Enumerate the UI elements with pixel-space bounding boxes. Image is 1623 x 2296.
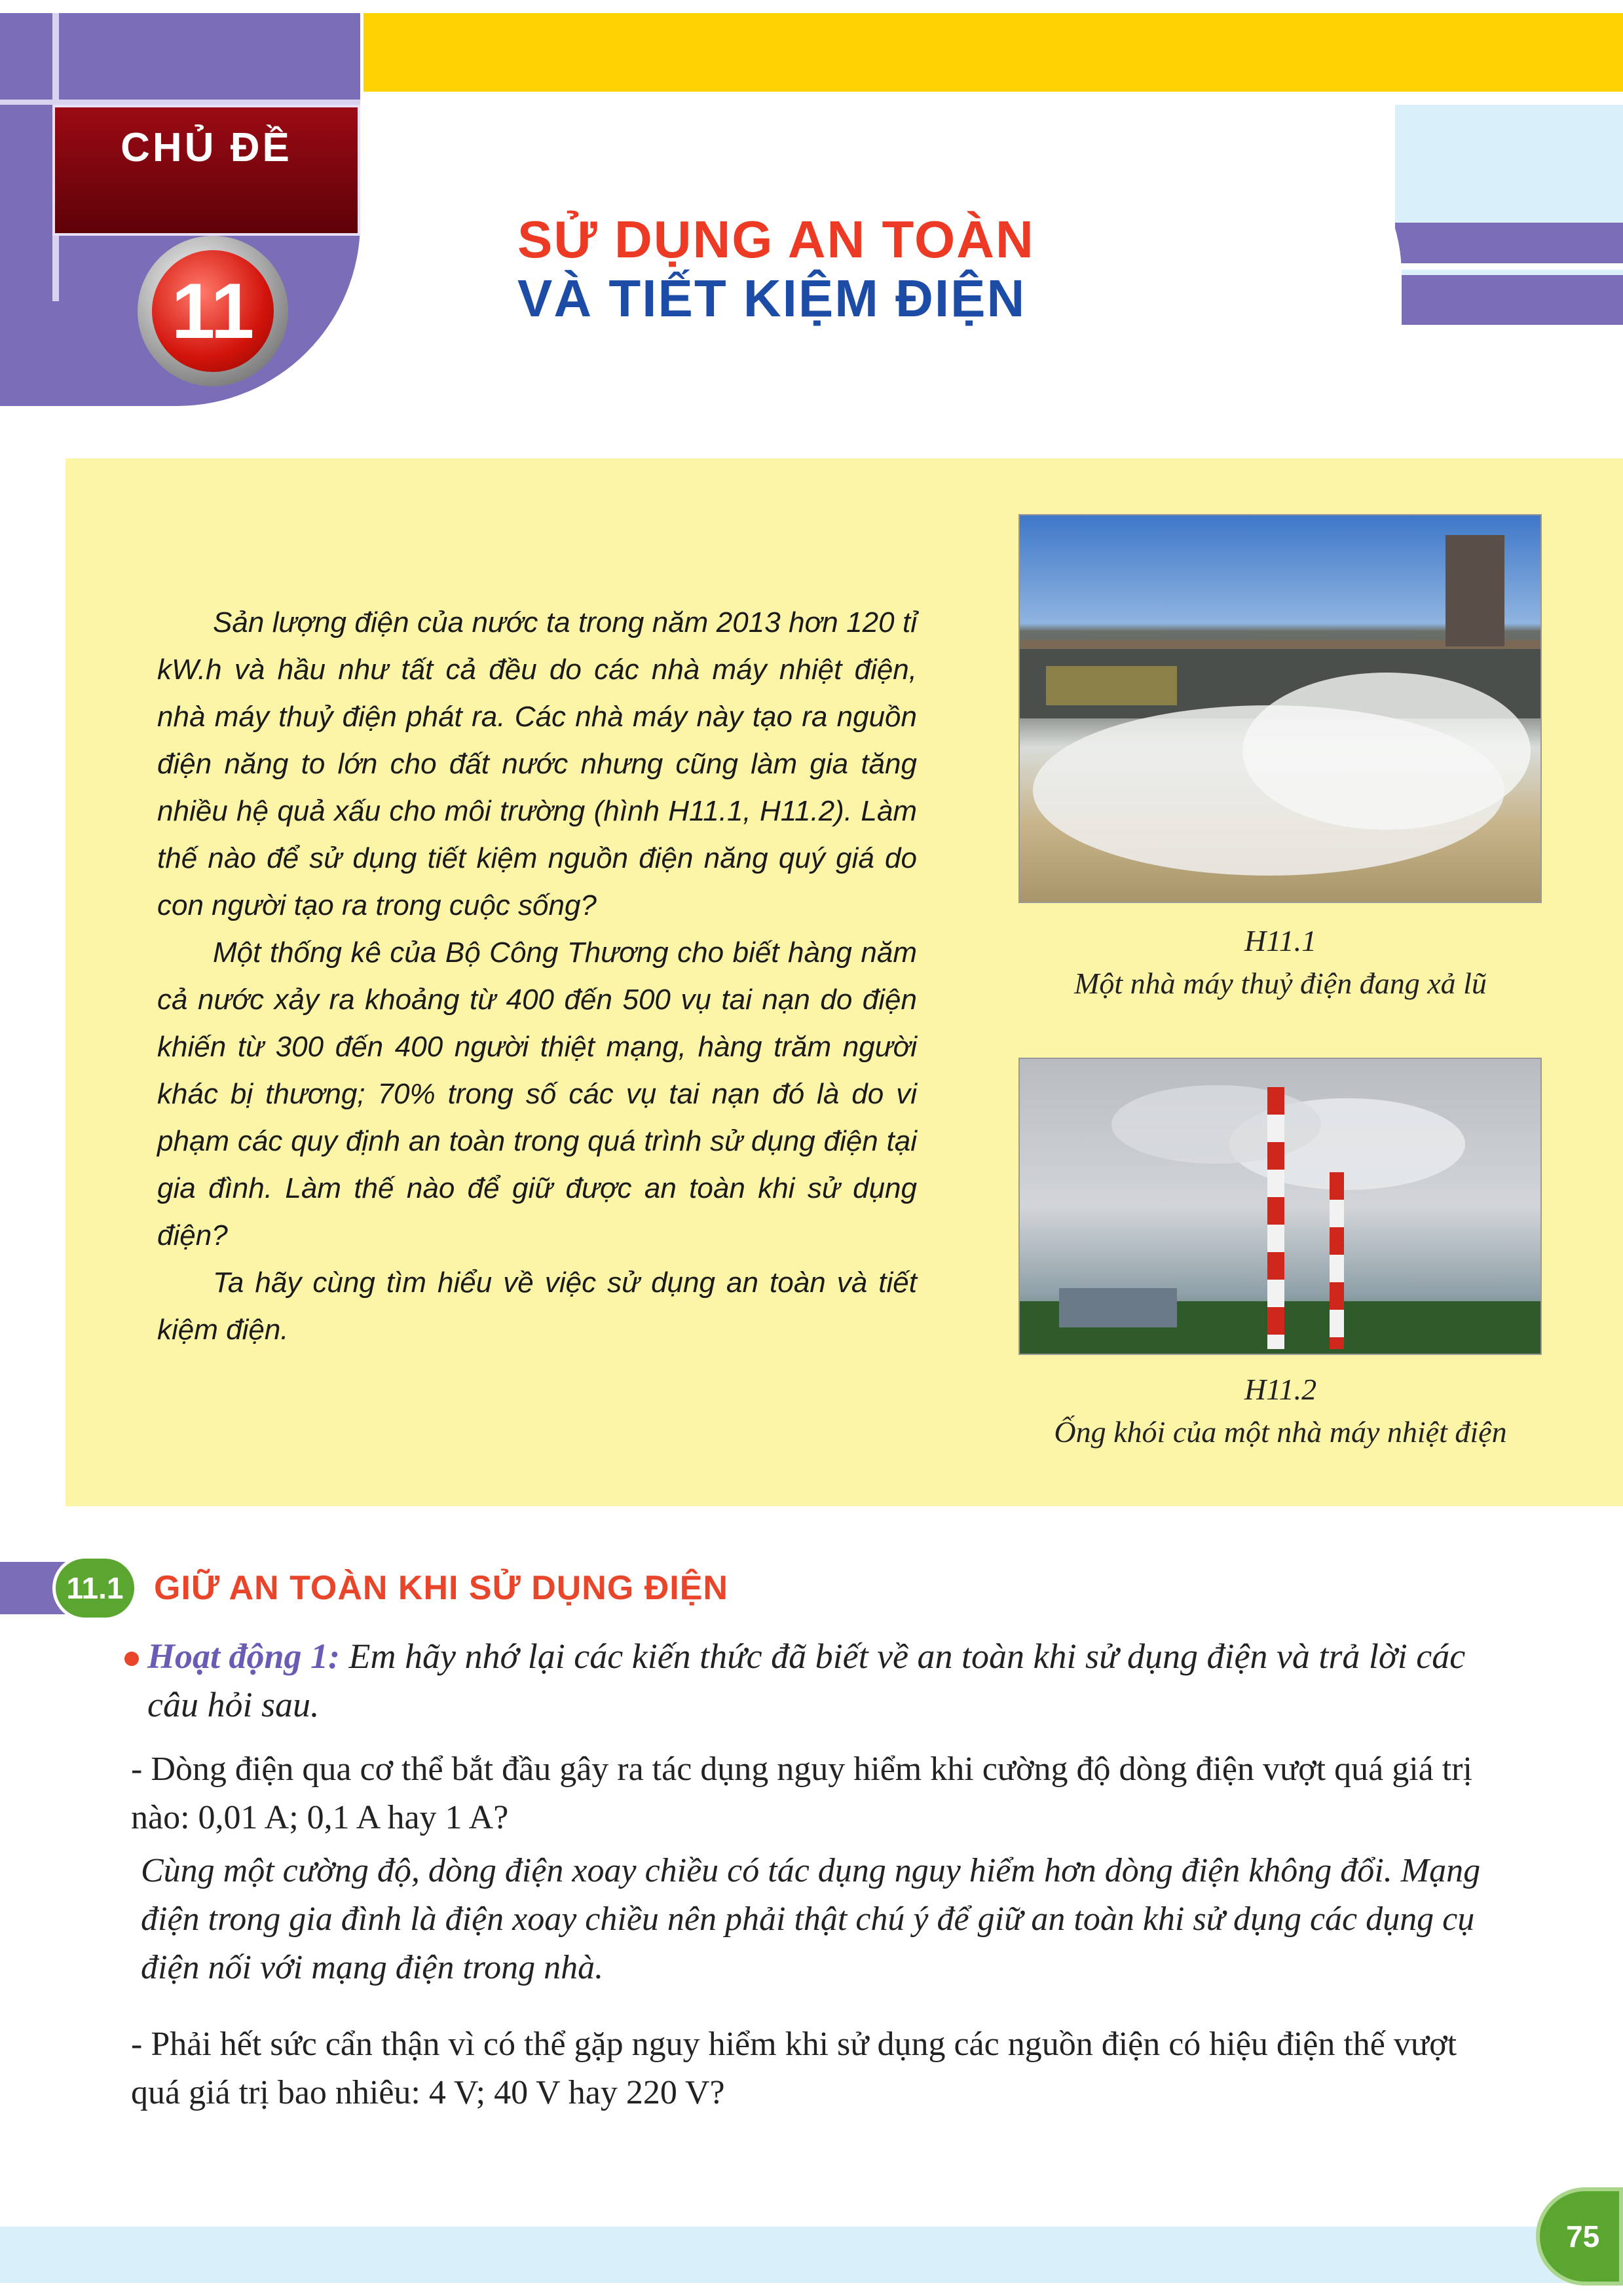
activity (147, 1632, 1516, 1729)
section-number: 11.1 (52, 1555, 138, 1621)
header-yellow-band (364, 13, 1623, 92)
page-number: 75 (1536, 2187, 1623, 2286)
figure-caption: Một nhà máy thuỷ điện đang xả lũ (1074, 967, 1487, 1000)
header-stripe (1395, 223, 1623, 263)
topic-number: 11 (152, 250, 274, 372)
footer-band (0, 2227, 1623, 2283)
intro-text (157, 599, 917, 1354)
intro-paragraph: Một thống kê của Bộ Công Thương cho biết hàng năm cả nước xảy ra khoảng từ 400 đến 500 vụ tai nạn do điện khiến từ 300 đến 400 người thiệt mạng, hàng trăm người khác bị thương; 70% trong số các vụ tai nạn đó là do vi phạm các quy định an toàn trong quá trình sử dụng điện tại gia đình. Làm thế nào để giữ được an toàn khi sử dụng điện? (157, 936, 917, 1251)
intro-paragraph: Sản lượng điện của nước ta trong năm 2013 hơn 120 tỉ kW.h và hầu như tất cả đều do các nhà máy nhiệt điện, nhà máy thuỷ điện phát ra. Các nhà máy này tạo ra nguồn điện năng to lớn cho đất nước nhưng cũng làm gia tăng nhiều hệ quả xấu cho môi trường (hình H11.1, H11.2). Làm thế nào để sử dụng tiết kiệm nguồn điện năng quý giá do con người tạo ra trong cuộc sống? (157, 606, 917, 921)
chimney-stack (1267, 1087, 1284, 1349)
topic-label: CHỦ ĐỀ (121, 125, 292, 170)
figure-label: H11.1 (1244, 924, 1317, 957)
figure-caption: Ống khói của một nhà máy nhiệt điện (1054, 1415, 1507, 1449)
header-stripe (1395, 275, 1623, 325)
bullet-icon (124, 1652, 139, 1666)
question-2: - Phải hết sức cẩn thận vì có thể gặp nguy hiểm khi sử dụng các nguồn điện có hiệu điện thế vượt quá giá trị bao nhiêu: 4 V; 40 V hay 220 V? (131, 2026, 1457, 2111)
intro-paragraph: Ta hãy cùng tìm hiểu về việc sử dụng an toàn và tiết kiệm điện. (157, 1267, 917, 1346)
chapter-title-line2: VÀ TIẾT KIỆM ĐIỆN (517, 269, 1026, 327)
activity-text: Em hãy nhớ lại các kiến thức đã biết về an toàn khi sử dụng điện và trả lời các câu hỏi sau. (147, 1637, 1466, 1724)
hydro-dam-photo (1018, 514, 1542, 903)
chimney-stack (1330, 1172, 1344, 1349)
chapter-title-line1: SỬ DỤNG AN TOÀN (517, 210, 1035, 268)
question-1: - Dòng điện qua cơ thể bắt đầu gây ra tác dụng nguy hiểm khi cường độ dòng điện vượt quá giá trị nào: 0,01 A; 0,1 A hay 1 A? (131, 1750, 1472, 1836)
header-cyan-block (1395, 105, 1623, 223)
note-text: Cùng một cường độ, dòng điện xoay chiều có tác dụng nguy hiểm hơn dòng điện không đổi. Mạng điện trong gia đình là điện xoay chiều nên phải thật chú ý để giữ an toàn khi sử dụng các dụng cụ điện nối với mạng điện trong nhà. (141, 1852, 1481, 1986)
figure-label: H11.2 (1244, 1373, 1317, 1406)
header-divider (0, 100, 360, 105)
activity-label: Hoạt động 1: (147, 1637, 341, 1676)
section-title: GIỮ AN TOÀN KHI SỬ DỤNG ĐIỆN (154, 1569, 728, 1607)
hydro-dam-illustration (1020, 515, 1540, 902)
